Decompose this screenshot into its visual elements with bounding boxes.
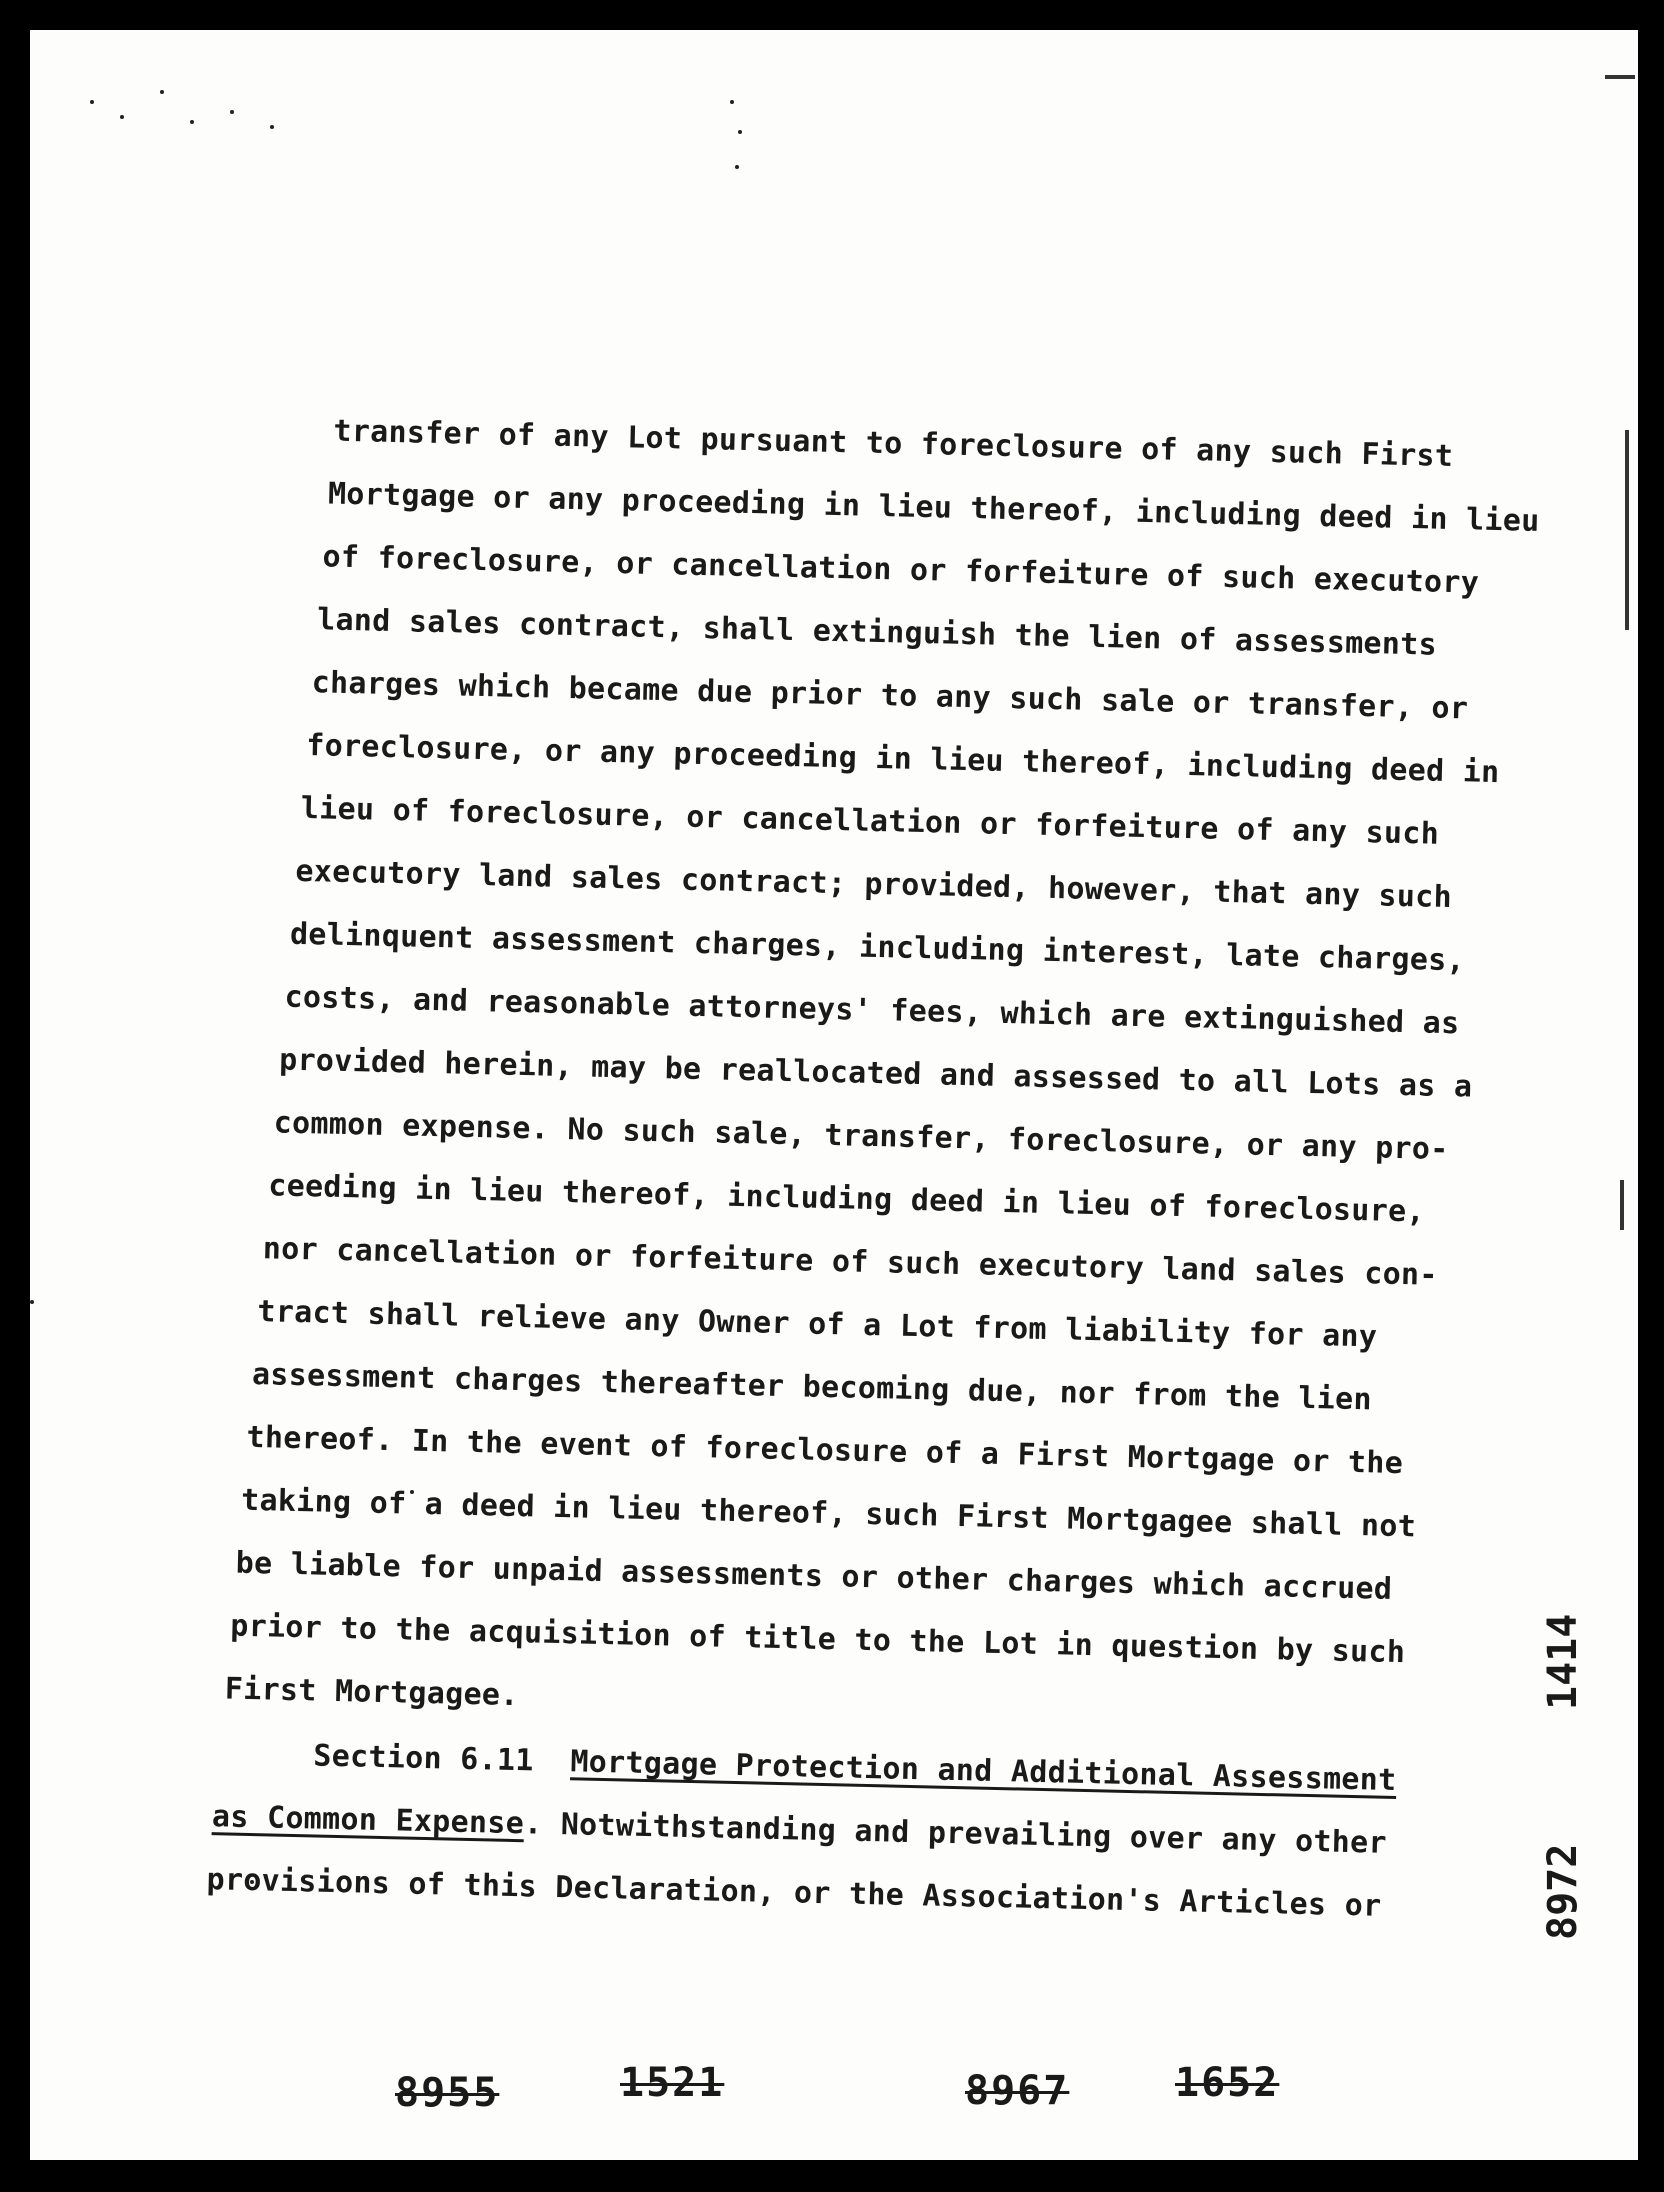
text-line: delinquent assessment charges, including interest, late charges, (289, 916, 1466, 979)
text-line: Mortgage or any proceeding in lieu thereof, including deed in lieu (327, 476, 1540, 539)
text-line: provided herein, may be reallocated and assessed to all Lots as a (278, 1042, 1473, 1105)
text-line: land sales contract, shall extinguish the lien of assessments (316, 602, 1438, 663)
footer-number-left-a: 8955 (395, 2070, 500, 2116)
text-line: provisions of this Declaration, or the Association's Articles or (206, 1862, 1382, 1924)
text-line: ceeding in lieu thereof, including deed in lieu of foreclosure, (267, 1168, 1426, 1230)
footer-number-right-a: 8967 (965, 2068, 1070, 2114)
text-line: executory land sales contract; provided, however, that any such (295, 853, 1453, 916)
section-number: Section 6.11 (312, 1738, 535, 1779)
text-line (212, 1799, 1388, 1861)
footer-number-left-b: 1521 (620, 2060, 725, 2106)
text-line: of foreclosure, or cancellation or forfeiture of such executory (322, 539, 1480, 601)
text-line: prior to the acquisition of title to the Lot in question by such (229, 1608, 1406, 1671)
text-line: be liable for unpaid assessments or other charges which accrued (235, 1545, 1393, 1607)
text-line: tract shall relieve any Owner of a Lot from liability for any (257, 1294, 1378, 1355)
text-line: charges which became due prior to any such sale or transfer, or (311, 665, 1469, 727)
text-line: taking of a deed in lieu thereof, such First Mortgagee shall not (240, 1482, 1417, 1545)
text-line: First Mortgagee. (224, 1671, 520, 1714)
section-title-continued: as Common Expense (211, 1799, 525, 1842)
section-title: Mortgage Protection and Additional Assessment (570, 1744, 1397, 1799)
text-line: foreclosure, or any proceeding in lieu thereof, including deed in (305, 728, 1500, 791)
side-page-number-lower: 8972 (1540, 1843, 1586, 1940)
section-text: . Notwithstanding and prevailing over any other (523, 1806, 1388, 1861)
footer-number-right-b: 1652 (1175, 2060, 1280, 2106)
side-page-number-upper: 1414 (1540, 1613, 1586, 1710)
text-line: assessment charges thereafter becoming due, nor from the lien (251, 1356, 1373, 1418)
text-line: thereof. In the event of foreclosure of a First Mortgage or the (246, 1419, 1404, 1482)
body-text (30, 30, 1638, 2160)
document-page (30, 30, 1638, 2160)
section-heading (313, 1738, 1397, 1798)
text-line: nor cancellation or forfeiture of such executory land sales con- (262, 1231, 1439, 1293)
text-line: common expense. No such sale, transfer, foreclosure, or any pro- (273, 1105, 1449, 1168)
text-line: lieu of foreclosure, or cancellation or forfeiture of any such (300, 790, 1440, 852)
text-line: transfer of any Lot pursuant to foreclosure of any such First (333, 413, 1454, 474)
text-line: costs, and reasonable attorneys' fees, which are extinguished as (284, 979, 1460, 1042)
